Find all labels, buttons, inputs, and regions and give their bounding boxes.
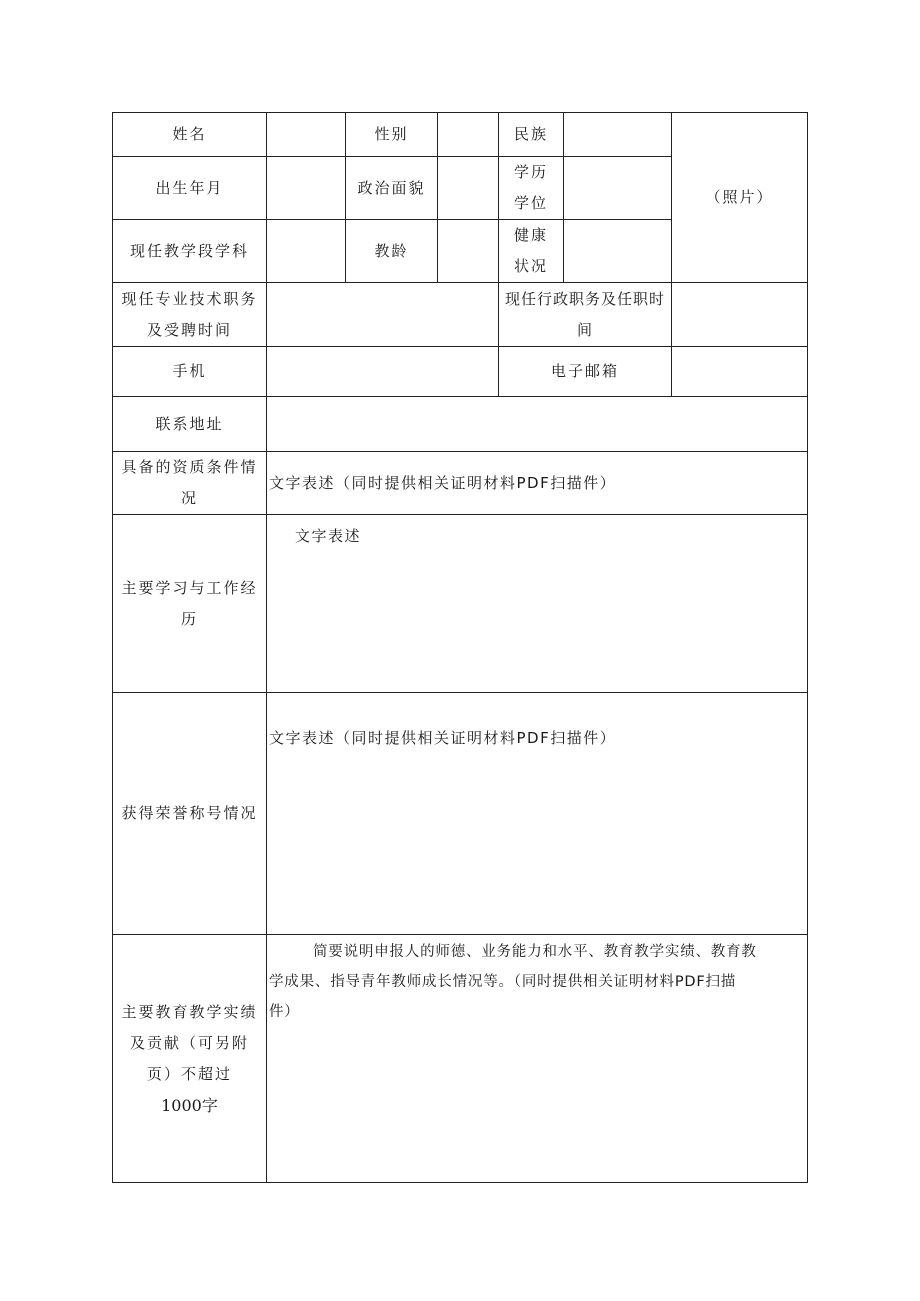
honors-label: 获得荣誉称号情况 bbox=[121, 804, 258, 822]
health-label-line2: 状况 bbox=[513, 257, 548, 275]
honors-content: 文字表述（同时提供相关证明材料PDF扫描件） bbox=[269, 729, 617, 747]
admin-post-line2: 间 bbox=[576, 320, 593, 339]
qualification-line2: 况 bbox=[180, 489, 198, 507]
phone-label-cell bbox=[112, 346, 267, 397]
admin-post-label-cell bbox=[498, 282, 672, 347]
professional-title-label-cell bbox=[112, 282, 267, 347]
education-field[interactable] bbox=[563, 156, 672, 220]
qualification-line1: 具备的资质条件情 bbox=[121, 458, 258, 476]
experience-line1: 主要学习与工作经 bbox=[121, 578, 258, 597]
subject-label: 现任教学段学科 bbox=[129, 241, 249, 260]
gender-label: 性别 bbox=[374, 125, 409, 143]
health-field[interactable] bbox=[563, 219, 672, 283]
subject-label-cell bbox=[112, 219, 267, 283]
email-field[interactable] bbox=[671, 346, 808, 397]
photo-label: （照片） bbox=[705, 188, 774, 206]
birth-field[interactable] bbox=[266, 156, 346, 220]
achievements-line3: 页）不超过 bbox=[146, 1064, 232, 1083]
qualification-label-cell bbox=[112, 451, 267, 515]
birth-label-cell bbox=[112, 156, 267, 220]
ethnicity-label: 民族 bbox=[513, 125, 548, 143]
political-field[interactable] bbox=[437, 156, 499, 220]
email-label: 电子邮箱 bbox=[550, 362, 619, 380]
experience-field[interactable] bbox=[266, 514, 808, 693]
application-form bbox=[112, 112, 808, 1183]
ethnicity-field[interactable] bbox=[563, 112, 672, 157]
email-label-cell bbox=[498, 346, 672, 397]
photo-cell[interactable] bbox=[671, 112, 808, 283]
experience-label-cell bbox=[112, 514, 267, 693]
honors-field[interactable] bbox=[266, 692, 808, 935]
name-label: 姓名 bbox=[172, 125, 207, 143]
education-label-cell bbox=[498, 156, 564, 220]
honors-label-cell bbox=[112, 692, 267, 935]
phone-field[interactable] bbox=[266, 346, 499, 397]
political-label-cell bbox=[345, 156, 438, 220]
name-field[interactable] bbox=[266, 112, 346, 157]
experience-line2: 历 bbox=[180, 609, 198, 628]
address-label-cell bbox=[112, 396, 267, 452]
health-label-cell bbox=[498, 219, 564, 283]
experience-content: 文字表述 bbox=[295, 527, 362, 545]
achievements-content-line1: 简要说明申报人的师德、业务能力和水平、教育教学实绩、教育教 bbox=[313, 944, 757, 960]
health-label-line1: 健康 bbox=[513, 226, 548, 244]
achievements-line2: 及贡献（可另附 bbox=[129, 1033, 249, 1052]
qualification-content: 文字表述（同时提供相关证明材料PDF扫描件） bbox=[269, 474, 617, 492]
gender-label-cell bbox=[345, 112, 438, 157]
ethnicity-label-cell bbox=[498, 112, 564, 157]
achievements-label-cell bbox=[112, 934, 267, 1183]
admin-post-line1: 现任行政职务及任职时 bbox=[504, 289, 665, 308]
achievements-line1: 主要教育教学实绩 bbox=[121, 1002, 258, 1021]
political-label: 政治面貌 bbox=[357, 178, 426, 197]
professional-title-line2: 及受聘时间 bbox=[146, 320, 232, 339]
professional-title-line1: 现任专业技术职务 bbox=[121, 289, 258, 308]
education-label-line2: 学位 bbox=[513, 194, 548, 212]
teaching-years-field[interactable] bbox=[437, 219, 499, 283]
teaching-years-label-cell bbox=[345, 219, 438, 283]
phone-label: 手机 bbox=[172, 362, 207, 380]
achievements-line4: 1000字 bbox=[161, 1095, 218, 1115]
address-label: 联系地址 bbox=[155, 414, 224, 433]
achievements-content-line2: 学成果、指导青年教师成长情况等。（同时提供相关证明材料PDF扫描 bbox=[269, 974, 737, 990]
achievements-field[interactable] bbox=[266, 934, 808, 1183]
name-label-cell bbox=[112, 112, 267, 157]
teaching-years-label: 教龄 bbox=[374, 241, 409, 260]
address-field[interactable] bbox=[266, 396, 808, 452]
professional-title-field[interactable] bbox=[266, 282, 499, 347]
education-label-line1: 学历 bbox=[513, 163, 548, 181]
admin-post-field[interactable] bbox=[671, 282, 808, 347]
subject-field[interactable] bbox=[266, 219, 346, 283]
qualification-field[interactable] bbox=[266, 451, 808, 515]
achievements-content-line3: 件） bbox=[269, 1004, 300, 1020]
birth-label: 出生年月 bbox=[155, 178, 224, 197]
gender-field[interactable] bbox=[437, 112, 499, 157]
